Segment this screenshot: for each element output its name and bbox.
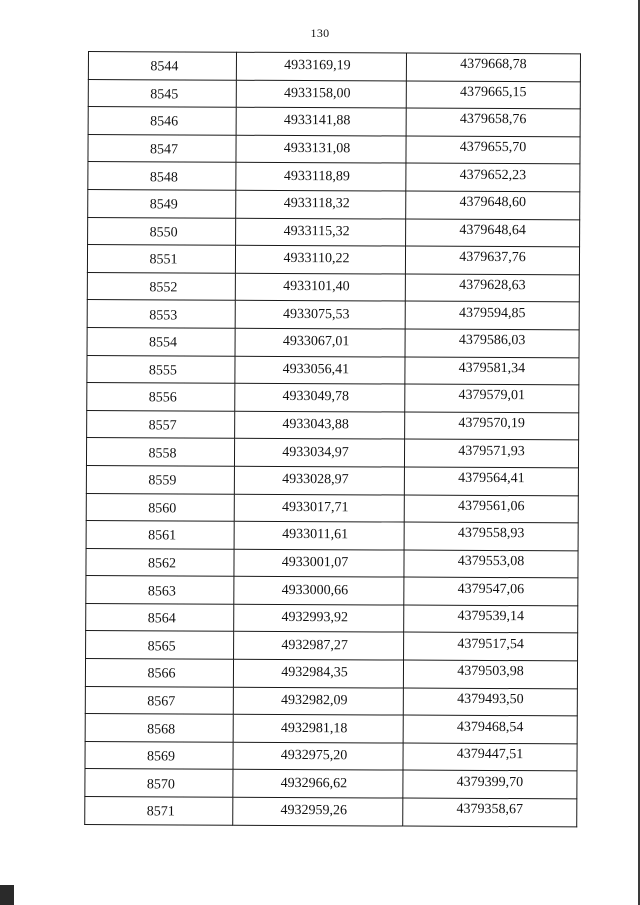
cell-value: 8567 — [147, 694, 176, 710]
cell-value: 4379468,54 — [456, 719, 524, 735]
cell-value: 4933110,22 — [283, 251, 350, 267]
cell-value: 4379503,98 — [457, 664, 524, 680]
cell-value: 4379493,50 — [457, 691, 524, 708]
table-row — [86, 521, 578, 551]
table-row — [87, 245, 579, 275]
y-coordinate-cell — [403, 743, 577, 771]
point-number-cell — [88, 189, 236, 217]
table-row — [86, 493, 578, 523]
cell-value: 4932993,92 — [281, 610, 349, 626]
cell-value: 8571 — [146, 804, 175, 820]
x-coordinate-cell — [236, 52, 406, 80]
cell-value: 8547 — [149, 142, 179, 158]
table-row — [88, 217, 580, 247]
point-number-cell — [85, 659, 233, 687]
y-coordinate-cell — [405, 301, 579, 329]
cell-value: 4379655,70 — [459, 139, 527, 156]
cell-value: 8545 — [150, 87, 179, 103]
x-coordinate-cell — [235, 328, 405, 356]
y-coordinate-cell — [403, 798, 577, 826]
cell-value: 4379594,85 — [458, 305, 526, 321]
y-coordinate-cell — [404, 467, 578, 495]
cell-value: 4932984,35 — [281, 665, 348, 681]
cell-value: 4379648,60 — [459, 195, 527, 211]
y-coordinate-cell — [404, 577, 578, 605]
point-number-cell — [87, 383, 235, 411]
y-coordinate-cell — [405, 329, 579, 357]
table-row — [86, 465, 578, 495]
cell-value: 4379586,03 — [458, 333, 526, 349]
y-coordinate-cell — [403, 715, 577, 743]
cell-value: 8566 — [147, 666, 176, 682]
cell-value: 4933017,71 — [281, 499, 349, 516]
y-coordinate-cell — [405, 274, 579, 302]
cell-value: 8546 — [150, 114, 179, 130]
cell-value: 4933011,61 — [282, 527, 349, 543]
point-number-cell — [88, 79, 236, 107]
cell-value: 4379648,64 — [459, 222, 526, 239]
table-row — [85, 714, 577, 744]
x-coordinate-cell — [234, 439, 404, 467]
y-coordinate-cell — [406, 191, 580, 219]
cell-value: 4932987,27 — [281, 637, 348, 654]
y-coordinate-cell — [406, 163, 580, 191]
y-coordinate-cell — [404, 550, 578, 578]
x-coordinate-cell — [234, 466, 404, 494]
point-number-cell — [88, 52, 236, 80]
cell-value: 4379628,63 — [459, 277, 526, 294]
cell-value: 4379581,34 — [458, 360, 526, 376]
cell-value: 4933028,97 — [282, 472, 349, 488]
x-coordinate-cell — [234, 577, 404, 605]
y-coordinate-cell — [404, 439, 578, 467]
point-number-cell — [85, 797, 233, 825]
page-number: 130 — [310, 26, 330, 40]
table-row — [87, 383, 579, 413]
cell-value: 8556 — [148, 390, 177, 406]
table-row — [86, 548, 578, 578]
cell-value: 4933049,78 — [282, 389, 350, 405]
x-coordinate-cell — [236, 190, 406, 218]
table-row — [88, 189, 580, 219]
point-number-cell — [87, 327, 235, 355]
cell-value: 4933115,32 — [283, 223, 350, 240]
cell-value: 4379564,41 — [458, 471, 525, 487]
x-coordinate-cell — [234, 604, 404, 632]
cell-value: 4932981,18 — [280, 720, 348, 736]
y-coordinate-cell — [406, 136, 580, 164]
coordinates-table-container — [84, 51, 581, 827]
x-coordinate-cell — [236, 107, 406, 135]
x-coordinate-cell — [235, 383, 405, 411]
point-number-cell — [87, 272, 235, 300]
x-coordinate-cell — [235, 411, 405, 439]
table-row — [86, 631, 578, 661]
x-coordinate-cell — [233, 797, 403, 825]
table-row — [86, 576, 578, 606]
x-coordinate-cell — [233, 742, 403, 770]
cell-value: 4932975,20 — [280, 748, 348, 764]
y-coordinate-cell — [404, 495, 578, 523]
cell-value: 4379579,01 — [458, 388, 526, 404]
table-row — [85, 659, 577, 689]
cell-value: 4379571,93 — [458, 443, 525, 459]
cell-value: 4379665,15 — [460, 84, 527, 101]
point-number-cell — [87, 355, 235, 383]
cell-value: 4379547,06 — [457, 581, 525, 597]
coordinates-table-body — [85, 52, 581, 827]
x-coordinate-cell — [234, 632, 404, 660]
x-coordinate-cell — [236, 135, 406, 163]
point-number-cell — [86, 548, 234, 576]
table-row — [86, 603, 578, 633]
y-coordinate-cell — [403, 660, 577, 688]
point-number-cell — [85, 769, 233, 797]
x-coordinate-cell — [234, 521, 404, 549]
scan-corner-mark — [0, 885, 14, 905]
point-number-cell — [86, 576, 234, 604]
point-number-cell — [88, 217, 236, 245]
cell-value: 8550 — [149, 225, 178, 241]
table-row — [85, 741, 577, 771]
cell-value: 8563 — [147, 583, 176, 600]
cell-value: 4379539,14 — [457, 608, 525, 625]
cell-value: 8570 — [146, 777, 175, 793]
cell-value: 4933101,40 — [283, 279, 350, 295]
cell-value: 8551 — [149, 252, 178, 268]
cell-value: 4933131,08 — [283, 141, 351, 157]
cell-value: 4932966,62 — [280, 775, 348, 792]
cell-value: 4379358,67 — [456, 802, 524, 818]
x-coordinate-cell — [236, 163, 406, 191]
cell-value: 4933001,07 — [281, 554, 349, 571]
table-row — [88, 134, 580, 164]
y-coordinate-cell — [405, 246, 579, 274]
point-number-cell — [85, 686, 233, 714]
cell-value: 4379637,76 — [459, 250, 526, 266]
point-number-cell — [88, 107, 236, 135]
y-coordinate-cell — [403, 688, 577, 716]
point-number-cell — [85, 714, 233, 742]
cell-value: 8557 — [148, 418, 177, 434]
table-row — [87, 355, 579, 385]
cell-value: 8560 — [148, 501, 177, 517]
y-coordinate-cell — [406, 53, 580, 81]
cell-value: 4933118,32 — [283, 196, 350, 212]
cell-value: 8544 — [150, 59, 179, 75]
cell-value: 8555 — [148, 363, 177, 379]
cell-value: 4932982,09 — [281, 692, 348, 709]
cell-value: 8553 — [149, 307, 178, 324]
cell-value: 4933118,89 — [283, 168, 350, 184]
table-row — [85, 797, 577, 827]
cell-value: 4379399,70 — [456, 774, 524, 790]
cell-value: 8565 — [147, 639, 176, 655]
table-row — [88, 107, 580, 137]
table-row — [88, 79, 580, 109]
table-row — [88, 52, 580, 82]
point-number-cell — [87, 245, 235, 273]
table-row — [87, 300, 579, 330]
cell-value: 8569 — [147, 749, 176, 765]
cell-value: 4933169,19 — [284, 58, 351, 74]
point-number-cell — [86, 493, 234, 521]
cell-value: 4932959,26 — [280, 803, 348, 819]
x-coordinate-cell — [235, 273, 405, 301]
cell-value: 4933075,53 — [282, 306, 350, 322]
table-row — [85, 686, 577, 716]
point-number-cell — [85, 741, 233, 769]
x-coordinate-cell — [233, 714, 403, 742]
table-row — [88, 162, 580, 192]
cell-value: 8549 — [149, 197, 178, 213]
cell-value: 4379553,08 — [457, 553, 525, 570]
cell-value: 4933034,97 — [282, 444, 349, 460]
cell-value: 8568 — [147, 721, 176, 737]
cell-value: 4933067,01 — [282, 334, 350, 350]
x-coordinate-cell — [233, 659, 403, 687]
cell-value: 4933056,41 — [282, 361, 350, 378]
cell-value: 4933043,88 — [282, 416, 349, 433]
point-number-cell — [86, 465, 234, 493]
cell-value: 8559 — [148, 473, 177, 489]
cell-value: 4379652,23 — [459, 167, 527, 183]
y-coordinate-cell — [405, 357, 579, 385]
x-coordinate-cell — [234, 549, 404, 577]
x-coordinate-cell — [233, 770, 403, 798]
point-number-cell — [88, 162, 236, 190]
cell-value: 4933000,66 — [281, 582, 349, 598]
y-coordinate-cell — [404, 633, 578, 661]
y-coordinate-cell — [406, 81, 580, 109]
x-coordinate-cell — [235, 245, 405, 273]
cell-value: 4379668,78 — [460, 57, 527, 73]
cell-value: 4933141,88 — [283, 113, 351, 129]
y-coordinate-cell — [404, 605, 578, 633]
x-coordinate-cell — [236, 218, 406, 246]
cell-value: 4379658,76 — [459, 112, 527, 128]
table-row — [86, 438, 578, 468]
cell-value: 8562 — [147, 556, 177, 572]
y-coordinate-cell — [406, 219, 580, 247]
point-number-cell — [87, 410, 235, 438]
cell-value: 4379570,19 — [458, 415, 525, 432]
x-coordinate-cell — [235, 356, 405, 384]
cell-value: 8564 — [147, 611, 176, 627]
cell-value: 8552 — [149, 280, 178, 296]
point-number-cell — [86, 631, 234, 659]
coordinates-table — [84, 51, 581, 827]
y-coordinate-cell — [405, 384, 579, 412]
point-number-cell — [86, 438, 234, 466]
cell-value: 8548 — [149, 169, 178, 186]
x-coordinate-cell — [233, 687, 403, 715]
y-coordinate-cell — [404, 522, 578, 550]
y-coordinate-cell — [405, 412, 579, 440]
cell-value: 8561 — [148, 528, 177, 544]
point-number-cell — [86, 521, 234, 549]
table-row — [87, 327, 579, 357]
point-number-cell — [86, 603, 234, 631]
cell-value: 4379517,54 — [457, 636, 524, 652]
cell-value: 4933158,00 — [284, 85, 351, 102]
cell-value: 8558 — [148, 445, 177, 462]
table-row — [85, 769, 577, 799]
cell-value: 4379558,93 — [457, 526, 525, 542]
cell-value: 8554 — [149, 335, 178, 351]
cell-value: 4379561,06 — [457, 498, 525, 514]
table-row — [87, 410, 579, 440]
point-number-cell — [87, 300, 235, 328]
x-coordinate-cell — [234, 494, 404, 522]
table-row — [87, 272, 579, 302]
y-coordinate-cell — [403, 770, 577, 798]
x-coordinate-cell — [236, 80, 406, 108]
x-coordinate-cell — [235, 301, 405, 329]
cell-value: 4379447,51 — [456, 746, 524, 763]
point-number-cell — [88, 134, 236, 162]
y-coordinate-cell — [406, 108, 580, 136]
